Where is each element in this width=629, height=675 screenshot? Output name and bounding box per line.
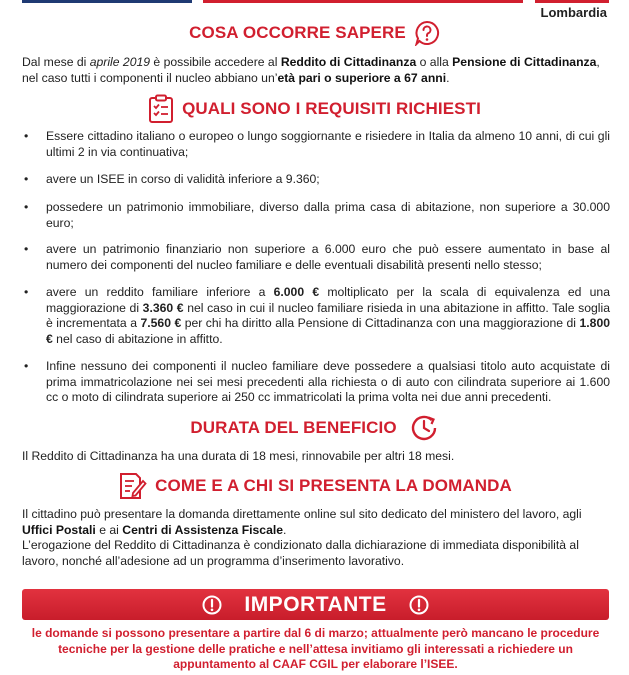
- requirement-item: • possedere un patrimonio immobiliare, diverso dalla prima casa di abitazione, non superiore a 30.000 euro;: [24, 200, 610, 230]
- important-title: IMPORTANTE: [244, 592, 387, 616]
- clock-icon: [409, 413, 439, 443]
- requirement-item: • avere un ISEE in corso di validità inferiore a 9.360;: [24, 172, 320, 186]
- header-bar-logo: [535, 0, 609, 3]
- section-title: DURATA DEL BENEFICIO: [190, 418, 397, 437]
- section-heading-durata: [0, 413, 629, 443]
- important-notice: le domande si possono presentare a partire dal 6 di marzo; attualmente però mancano le procedure tecniche per la gestione delle pratiche e nell’attesa invitiamo gli interessati a richiedere un appuntamento al CAAF CGIL per elaborare l’ISEE.: [31, 626, 600, 671]
- question-icon: [414, 20, 440, 46]
- section-title: QUALI SONO I REQUISITI RICHIESTI: [182, 99, 481, 118]
- section-heading-requisiti: [0, 94, 629, 124]
- important-banner: [22, 589, 609, 620]
- requirement-item: • Infine nessuno dei componenti il nucleo familiare deve possedere a qualsiasi titolo auto acquistate di prima immatricolazione nei sei mesi precedenti alla richiesta o di auto con cilindrata superiore ai 1.600 cc o moto di cilindrata superiore ai 250 cc immatricolati la prima volta nei due anni precedenti.: [24, 359, 610, 404]
- document-pen-icon: [117, 471, 147, 501]
- section-title: COSA OCCORRE SAPERE: [189, 23, 406, 42]
- header-bar-navy: [22, 0, 192, 3]
- brand-label: Lombardia: [540, 5, 607, 20]
- intro-paragraph: Dal mese di aprile 2019 è possibile accedere al Reddito di Cittadinanza o alla Pensione di Cittadinanza, nel caso tutti i componenti il nucleo abbiano un’età pari o superiore a 67 anni.: [22, 55, 600, 85]
- section-heading-cosa-occorre: [0, 20, 629, 46]
- alert-icon: [202, 595, 222, 615]
- requirement-item: • avere un patrimonio finanziario non superiore a 6.000 euro che può essere aumentato in base al numero dei componenti del nucleo familiare e delle eventuali disabilità presenti nello stesso;: [24, 242, 610, 272]
- section-heading-come-presentare: [0, 471, 629, 501]
- alert-icon: [409, 595, 429, 615]
- checklist-icon: [148, 94, 174, 124]
- domanda-paragraph: Il cittadino può presentare la domanda direttamente online sul sito dedicato del ministero del lavoro, agli Uffici Postali e ai Centri di Assistenza Fiscale. L’erogazione del Reddito di Cittadinanza è condizionato dalla dichiarazione di immediata disponibilità al lavoro, nonché all’adesione ad un programma d’inserimento lavorativo.: [22, 507, 582, 568]
- section-title: COME E A CHI SI PRESENTA LA DOMANDA: [155, 476, 512, 495]
- requirement-item: • avere un reddito familiare inferiore a 6.000 € moltiplicato per la scala di equivalenza ed una maggiorazione di 3.360 € nel caso in cui il nucleo familiare risieda in una abitazione in affitto. Tale soglia è incrementata a 7.560 € per chi ha diritto alla Pensione di Cittadinanza con una maggiorazione di 1.800 € nel caso di abitazione in affitto.: [24, 285, 611, 346]
- header-bar-red: [203, 0, 523, 3]
- requirement-item: • Essere cittadino italiano o europeo o lungo soggiornante e risiedere in Italia da almeno 10 anni, di cui gli ultimi 2 in via continuativa;: [24, 129, 610, 159]
- durata-text: Il Reddito di Cittadinanza ha una durata di 18 mesi, rinnovabile per altri 18 mesi.: [22, 449, 455, 463]
